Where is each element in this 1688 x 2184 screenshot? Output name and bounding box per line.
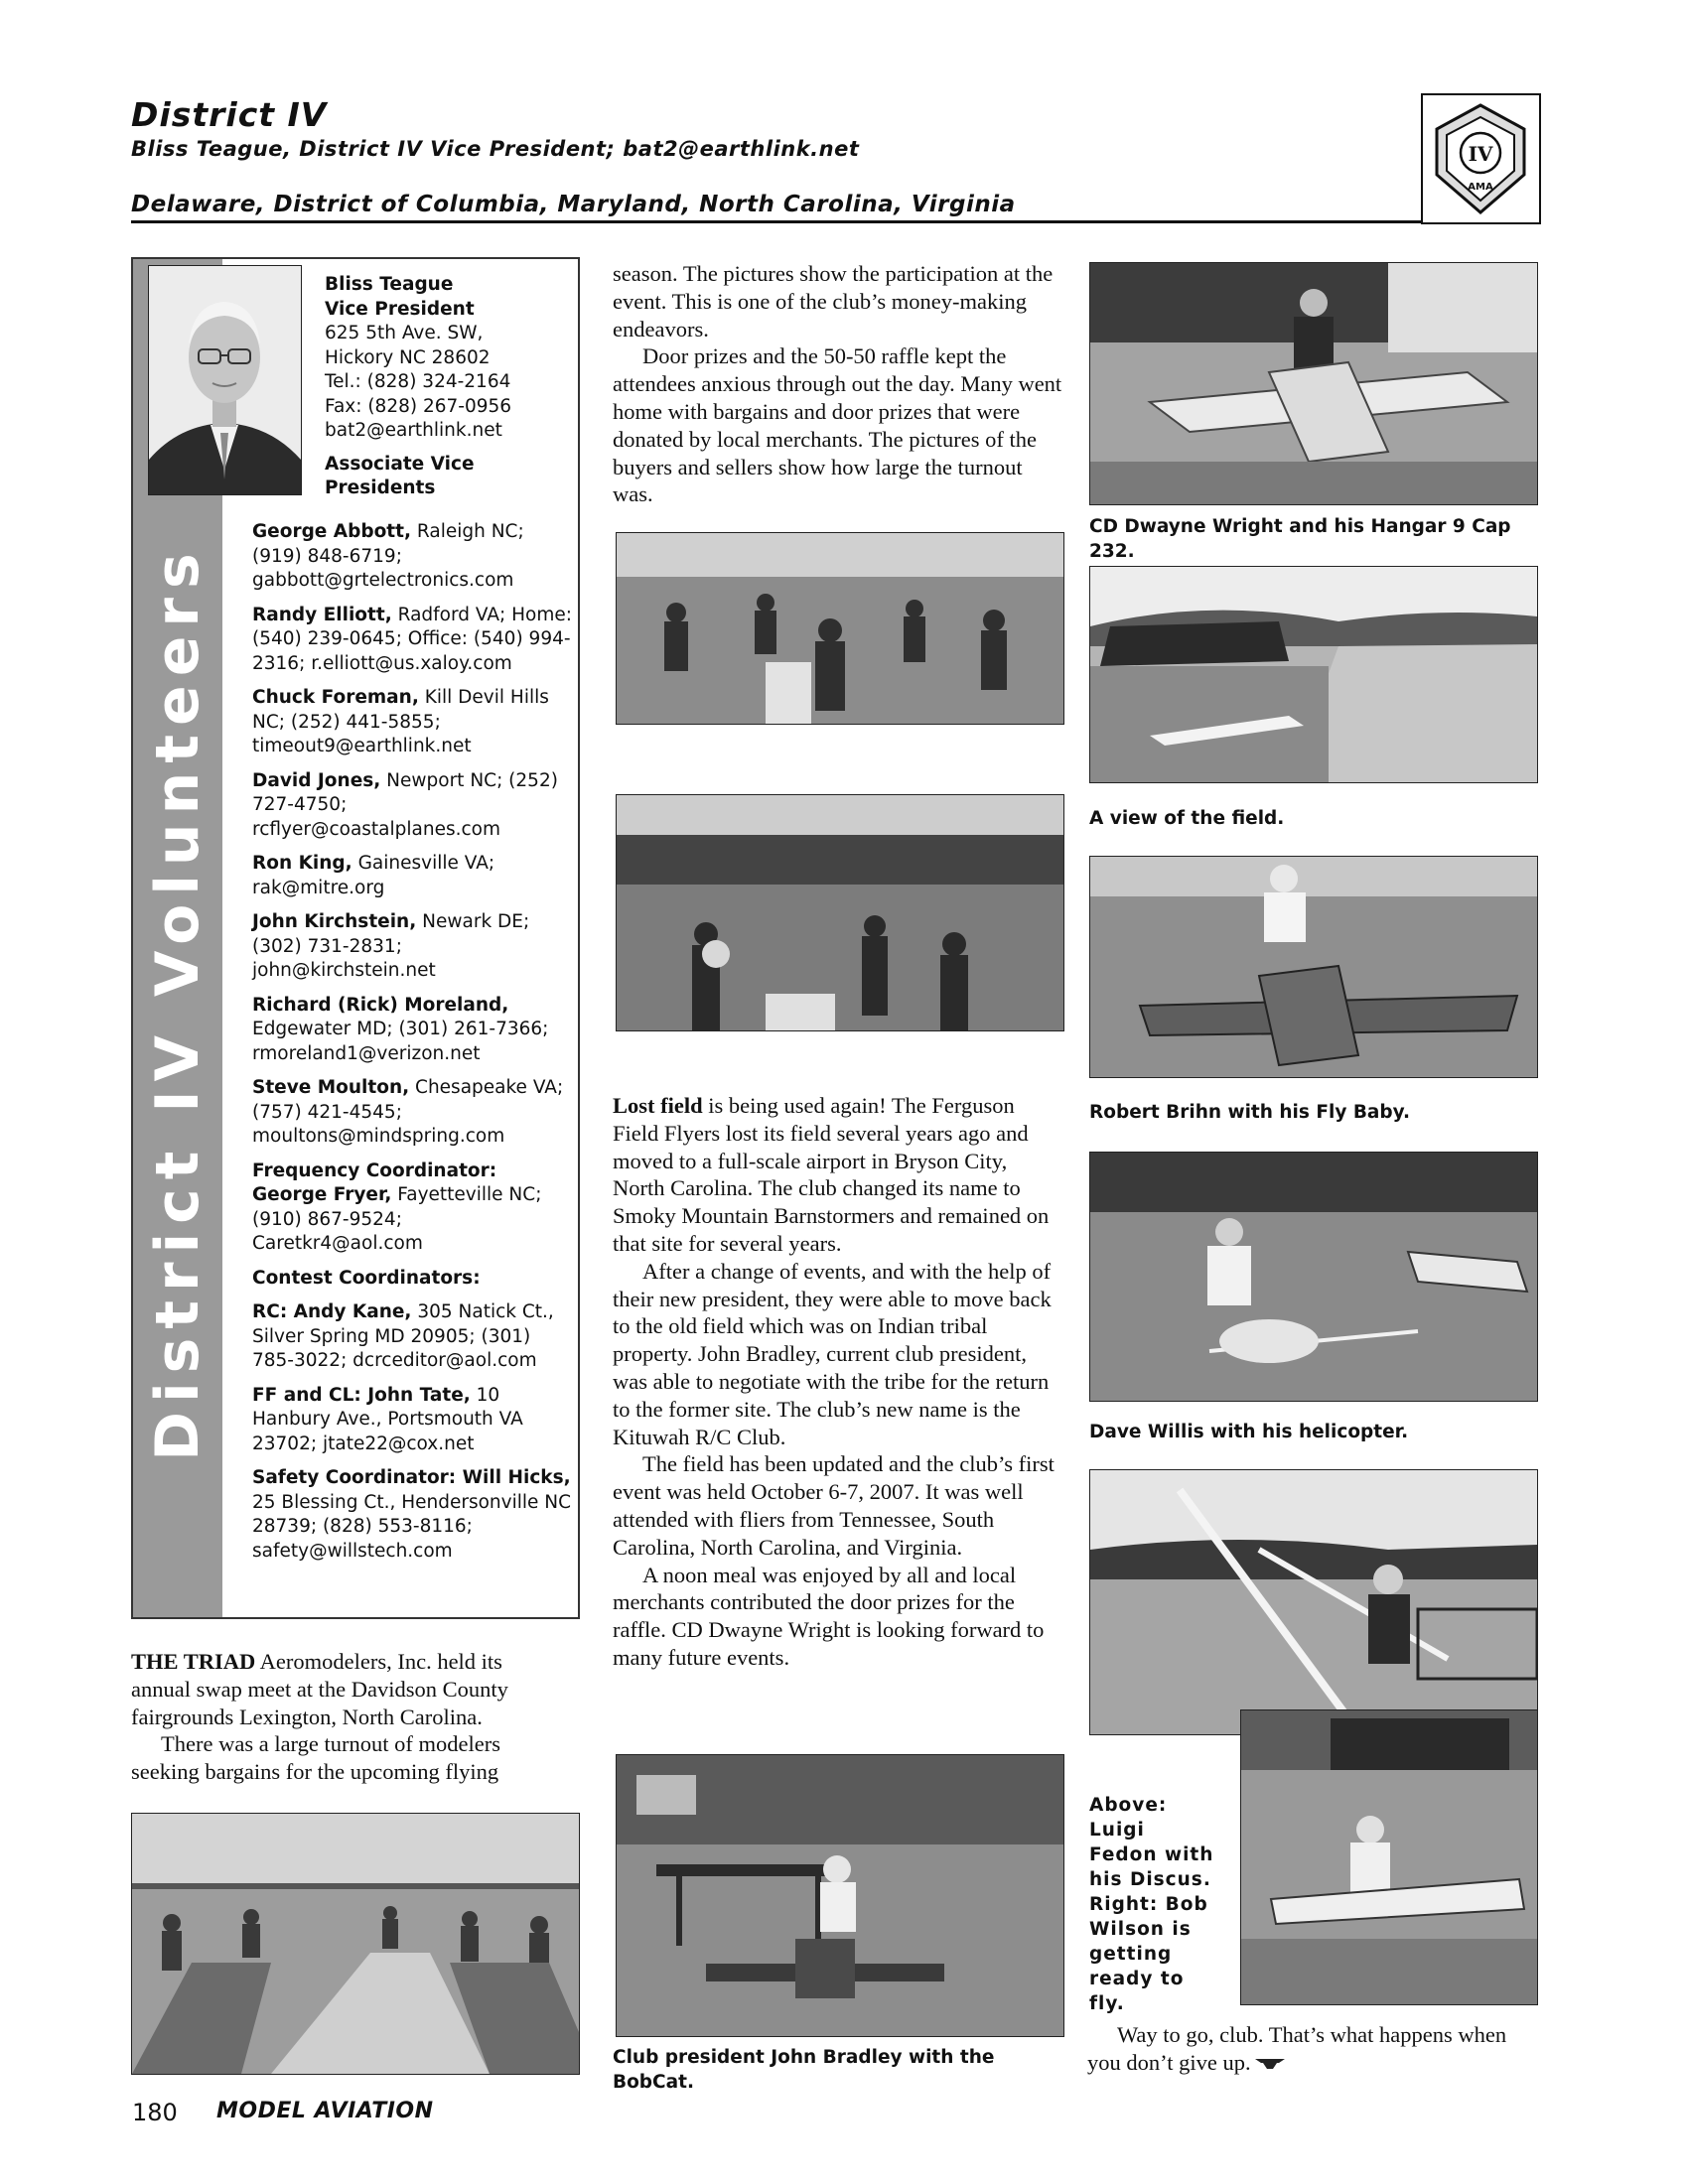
volunteer-entry: Ron King, Gainesville VA; rak@mitre.org [252,853,495,898]
vp-email: bat2@earthlink.net [325,420,502,441]
article-column-2-top [613,260,1064,508]
field-updated-paragraph: The field has been updated and the club’s first event was held October 6-7, 2007. It was well attended with fliers from Tennessee, South Carolina, North Carolina, and Virginia. [613,1451,1055,1560]
triad-paragraph-2: There was a large turnout of modelers seeking bargains for the upcoming flying [131,1731,500,1785]
vice-president-portrait [148,265,302,495]
season-paragraph: season. The pictures show the participation at the event. This is one of the club’s money-making endeavors. [613,261,1054,341]
bradley-caption: Club president John Bradley with the BobCat. [613,2047,995,2093]
volunteer-entry: Randy Elliott, Radford VA; Home: (540) 239-0645; Office: (540) 994-2316; r.elliott@us.xaloy.com [252,604,572,674]
field-view-caption: A view of the field. [1089,808,1285,829]
publication-name: MODEL AVIATION [216,2099,434,2123]
vp-fax: Fax: (828) 267-0956 [325,395,512,417]
triad-paragraph-1: Aeromodelers, Inc. held its annual swap meet at the Davidson County fairgrounds Lexington, North Carolina. [131,1649,508,1729]
wilson-caption: Right: Bob Wilson is getting ready to fly. [1089,1894,1208,2014]
bradley-bobcat-photo [616,1754,1064,2037]
swap-meet-photo-1 [131,1813,580,2075]
volunteer-entry: Frequency Coordinator: George Fryer, Fayetteville NC; (910) 867-9524; Caretkr4@aol.com [252,1160,542,1254]
volunteer-entry: FF and CL: John Tate, 10 Hanbury Ave., Portsmouth VA 23702; jtate22@cox.net [252,1384,523,1454]
vp-address-2: Hickory NC 28602 [325,346,491,368]
field-view-photo [1089,566,1538,783]
swap-meet-photo-3 [616,794,1064,1031]
volunteers-strip-label: District IV Volunteers [143,544,212,1461]
vp-tel: Tel.: (828) 324-2164 [325,371,511,392]
fedon-discus-photo [1089,1469,1538,1735]
ama-district-logo [1421,93,1541,224]
lost-field-paragraph: is being used again! The Ferguson Field Flyers lost its field several years ago and moved to a full-scale airport in Bryson City, North Carolina. The club changed its name to Smoky Mountain Barnstormers and remained on that site for several years. [613,1093,1050,1256]
article-column-2-bottom [613,1092,1064,1672]
dwayne-wright-photo [1089,262,1538,505]
lost-field-lead: Lost field [613,1093,703,1118]
volunteer-entry: Steve Moulton, Chesapeake VA; (757) 421-4545; moultons@mindspring.com [252,1077,564,1147]
logo-roman: IV [1468,142,1493,166]
wilson-ready-photo [1240,1709,1538,2005]
vp-address-1: 625 5th Ave. SW, [325,323,484,343]
change-of-events-paragraph: After a change of events, and with the help of their new president, they were able to move back to the old field which was on Indian tribal property. John Bradley, current club president, was able to negotiate with the tribe for the return to the former site. The club’s new name is the Kituwah R/C Club. [613,1258,1052,1449]
volunteer-entry: Richard (Rick) Moreland, Edgewater MD; (301) 261-7366; rmoreland1@verizon.net [252,994,549,1064]
vice-president-contact [325,273,573,501]
volunteer-entry: John Kirchstein, Newark DE; (302) 731-2831; john@kirchstein.net [252,911,530,981]
brihn-fly-baby-photo [1089,856,1538,1078]
volunteer-list [252,520,576,1573]
header-rule [131,220,1539,223]
closing-paragraph: Way to go, club. That’s what happens when you don’t give up. [1087,2022,1507,2075]
swap-meet-photo-2 [616,532,1064,725]
article-column-3-closing [1087,2021,1539,2077]
fedon-caption: Above: Luigi Fedon with his Discus. [1089,1795,1214,1890]
article-column-1 [131,1648,558,1786]
volunteer-entry: RC: Andy Kane, 305 Natick Ct., Silver Spring MD 20905; (301) 785-3022; dcrceditor@aol.com [252,1301,554,1371]
noon-meal-paragraph: A noon meal was enjoyed by all and local merchants contributed the door prizes for the raffle. CD Dwayne Wright is looking forward to many future events. [613,1562,1045,1670]
district-states: Delaware, District of Columbia, Maryland, North Carolina, Virginia [131,192,1016,217]
volunteer-entry: George Abbott, Raleigh NC; (919) 848-6719; gabbott@grtelectronics.com [252,521,524,591]
willis-caption: Dave Willis with his helicopter. [1089,1422,1409,1442]
volunteer-entry: Chuck Foreman, Kill Devil Hills NC; (252) 441-5855; timeout9@earthlink.net [252,687,549,756]
volunteer-entry: David Jones, Newport NC; (252) 727-4750; rcflyer@coastalplanes.com [252,769,558,840]
brihn-caption: Robert Brihn with his Fly Baby. [1089,1102,1411,1123]
triad-lead: THE TRIAD [131,1649,256,1674]
page-number: 180 [132,2099,178,2126]
vice-president-line: Bliss Teague, District IV Vice President; bat2@earthlink.net [131,137,860,161]
associate-vp-heading: Associate Vice Presidents [325,453,475,498]
vp-title: Vice President [325,298,475,320]
vp-name: Bliss Teague [325,274,454,295]
logo-ama-text: AMA [1468,182,1493,193]
willis-helicopter-photo [1089,1152,1538,1402]
volunteer-entry: Contest Coordinators: [252,1267,481,1289]
ama-end-mark-icon [1253,2055,1287,2071]
district-title: District IV [131,95,328,134]
volunteer-entry: Safety Coordinator: Will Hicks, 25 Blessing Ct., Hendersonville NC 28739; (828) 553-8116; safety@willstech.com [252,1467,572,1562]
door-prizes-paragraph: Door prizes and the 50-50 raffle kept the attendees anxious through out the day. Many went home with bargains and door prizes that were donated by local merchants. The pictures of the buyers and sellers show how large the turnout was. [613,343,1062,507]
dwayne-wright-caption: CD Dwayne Wright and his Hangar 9 Cap 232. [1089,516,1511,562]
